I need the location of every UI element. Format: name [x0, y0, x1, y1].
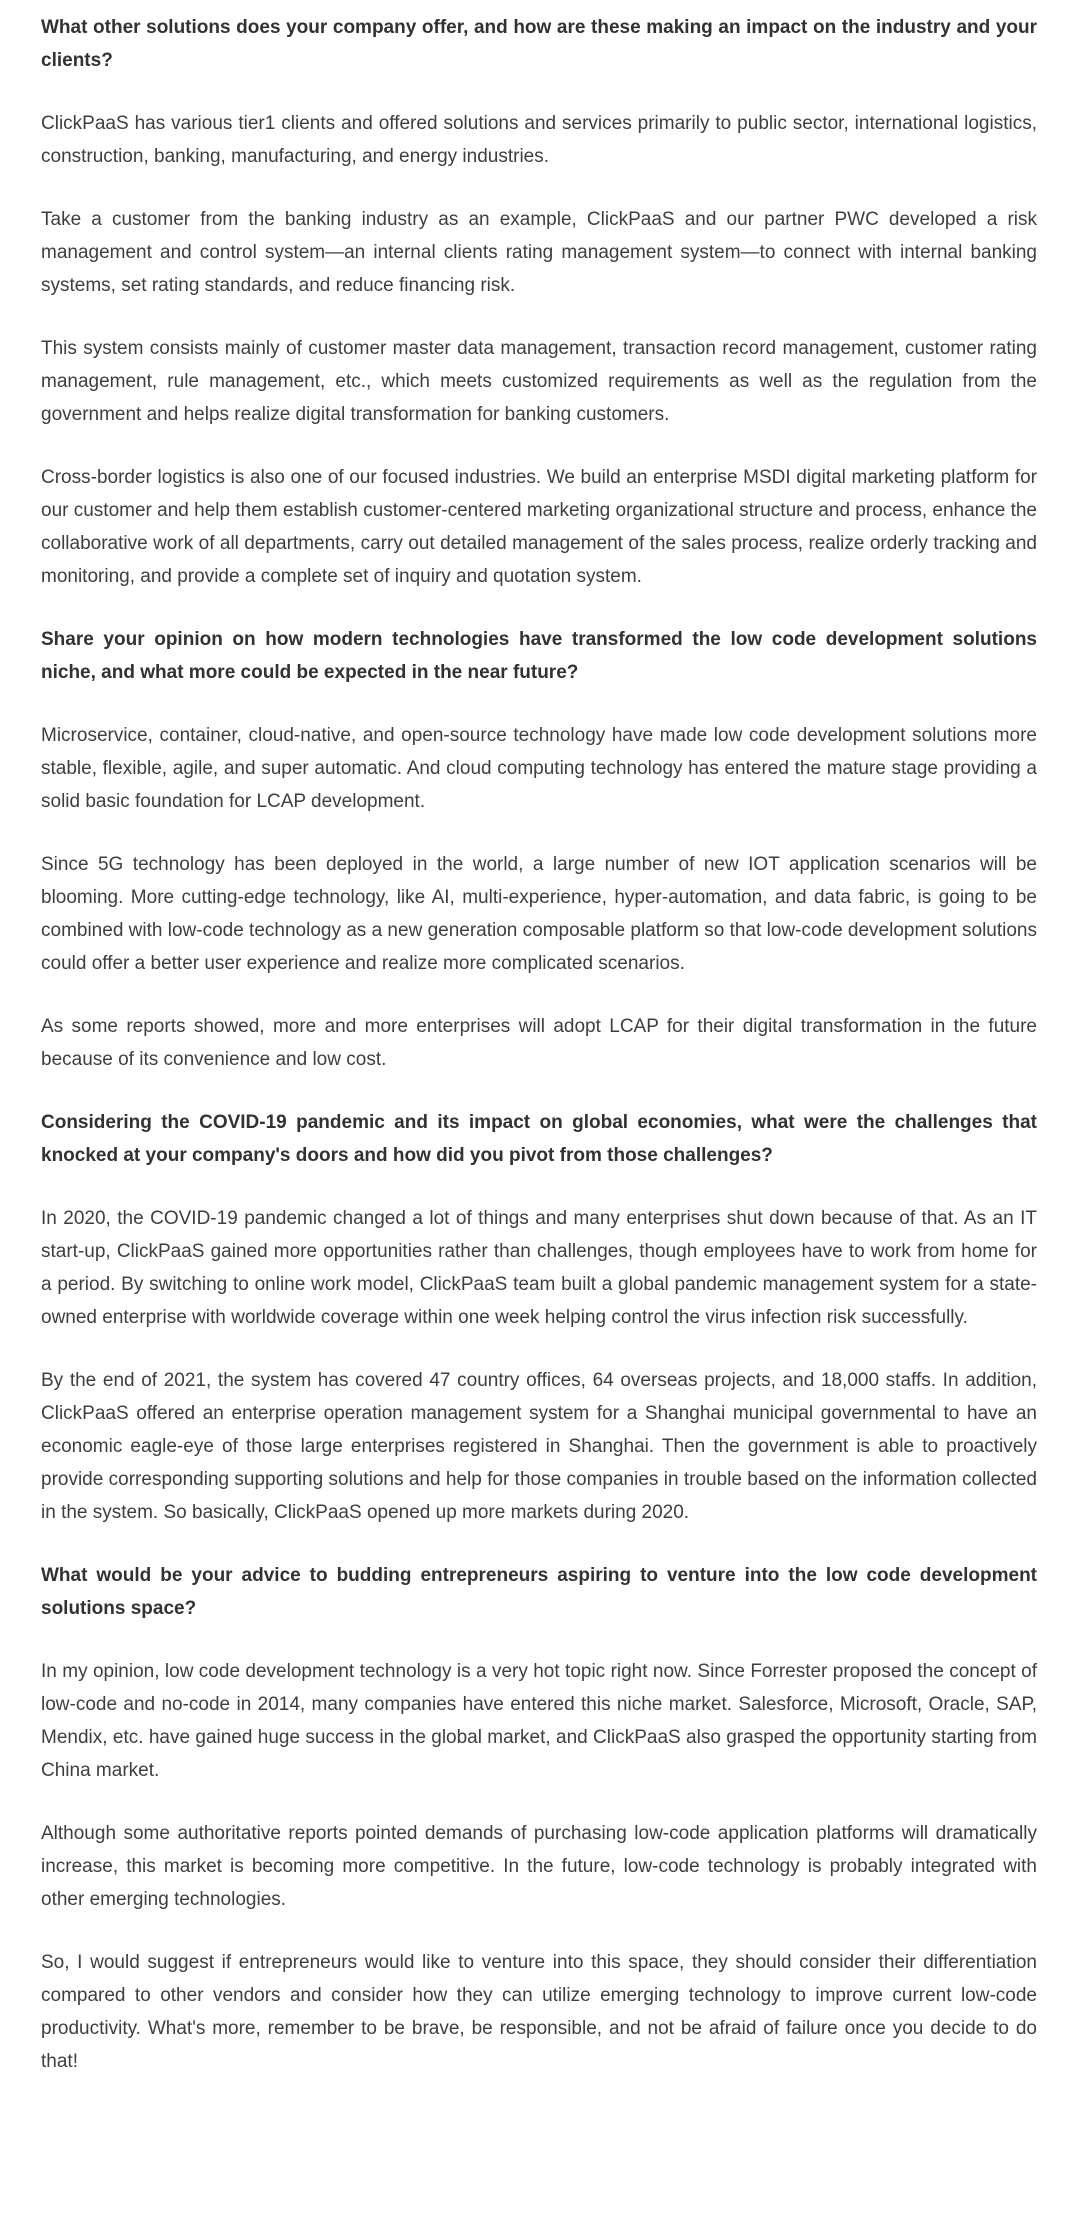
answer-paragraph: This system consists mainly of customer master data management, transaction record management, customer rating management, rule management, etc., which meets customized requirements as well as the regulation from the government and helps realize digital transformation for banking customers.: [41, 338, 1037, 425]
answer-paragraph: So, I would suggest if entrepreneurs would like to venture into this space, they should consider their differentiation compared to other vendors and consider how they can utilize emerging technology to improve current low-code productivity. What's more, remember to be brave, be responsible, and not be afraid of failure once you decide to do that!: [41, 1952, 1037, 2072]
answer-paragraph: Microservice, container, cloud-native, and open-source technology have made low code development solutions more stable, flexible, agile, and super automatic. And cloud computing technology has entered the mature stage providing a solid basic foundation for LCAP development.: [41, 725, 1037, 812]
question-heading: Considering the COVID-19 pandemic and its impact on global economies, what were the challenges that knocked at your company's doors and how did you pivot from those challenges?: [41, 1112, 1037, 1166]
answer-paragraph: ClickPaaS has various tier1 clients and offered solutions and services primarily to public sector, international logistics, construction, banking, manufacturing, and energy industries.: [41, 113, 1037, 167]
question-heading: What other solutions does your company offer, and how are these making an impact on the industry and your clients?: [41, 17, 1037, 71]
answer-paragraph: In 2020, the COVID-19 pandemic changed a lot of things and many enterprises shut down because of that. As an IT start-up, ClickPaaS gained more opportunities rather than challenges, though employees have to work from home for a period. By switching to online work model, ClickPaaS team built a global pandemic management system for a state-owned enterprise with worldwide coverage within one week helping control the virus infection risk successfully.: [41, 1208, 1037, 1328]
answer-paragraph: Cross-border logistics is also one of our focused industries. We build an enterprise MSDI digital marketing platform for our customer and help them establish customer-centered marketing organizational structure and process, enhance the collaborative work of all departments, carry out detailed management of the sales process, realize orderly tracking and monitoring, and provide a complete set of inquiry and quotation system.: [41, 467, 1037, 587]
answer-paragraph: As some reports showed, more and more enterprises will adopt LCAP for their digital transformation in the future because of its convenience and low cost.: [41, 1016, 1037, 1070]
answer-paragraph: Although some authoritative reports pointed demands of purchasing low-code application platforms will dramatically increase, this market is becoming more competitive. In the future, low-code technology is probably integrated with other emerging technologies.: [41, 1823, 1037, 1910]
question-heading: Share your opinion on how modern technologies have transformed the low code development solutions niche, and what more could be expected in the near future?: [41, 629, 1037, 683]
answer-paragraph: Since 5G technology has been deployed in the world, a large number of new IOT application scenarios will be blooming. More cutting-edge technology, like AI, multi-experience, hyper-automation, and data fabric, is going to be combined with low-code technology as a new generation composable platform so that low-code development solutions could offer a better user experience and realize more complicated scenarios.: [41, 854, 1037, 974]
answer-paragraph: Take a customer from the banking industry as an example, ClickPaaS and our partner PWC developed a risk management and control system—an internal clients rating management system—to connect with internal banking systems, set rating standards, and reduce financing risk.: [41, 209, 1037, 296]
answer-paragraph: By the end of 2021, the system has covered 47 country offices, 64 overseas projects, and 18,000 staffs. In addition, ClickPaaS offered an enterprise operation management system for a Shanghai municipal governmental to have an economic eagle-eye of those large enterprises registered in Shanghai. Then the government is able to proactively provide corresponding supporting solutions and help for those companies in trouble based on the information collected in the system. So basically, ClickPaaS opened up more markets during 2020.: [41, 1370, 1037, 1523]
question-heading: What would be your advice to budding entrepreneurs aspiring to venture into the low code development solutions space?: [41, 1565, 1037, 1619]
answer-paragraph: In my opinion, low code development technology is a very hot topic right now. Since Forrester proposed the concept of low-code and no-code in 2014, many companies have entered this niche market. Salesforce, Microsoft, Oracle, SAP, Mendix, etc. have gained huge success in the global market, and ClickPaaS also grasped the opportunity starting from China market.: [41, 1661, 1037, 1781]
